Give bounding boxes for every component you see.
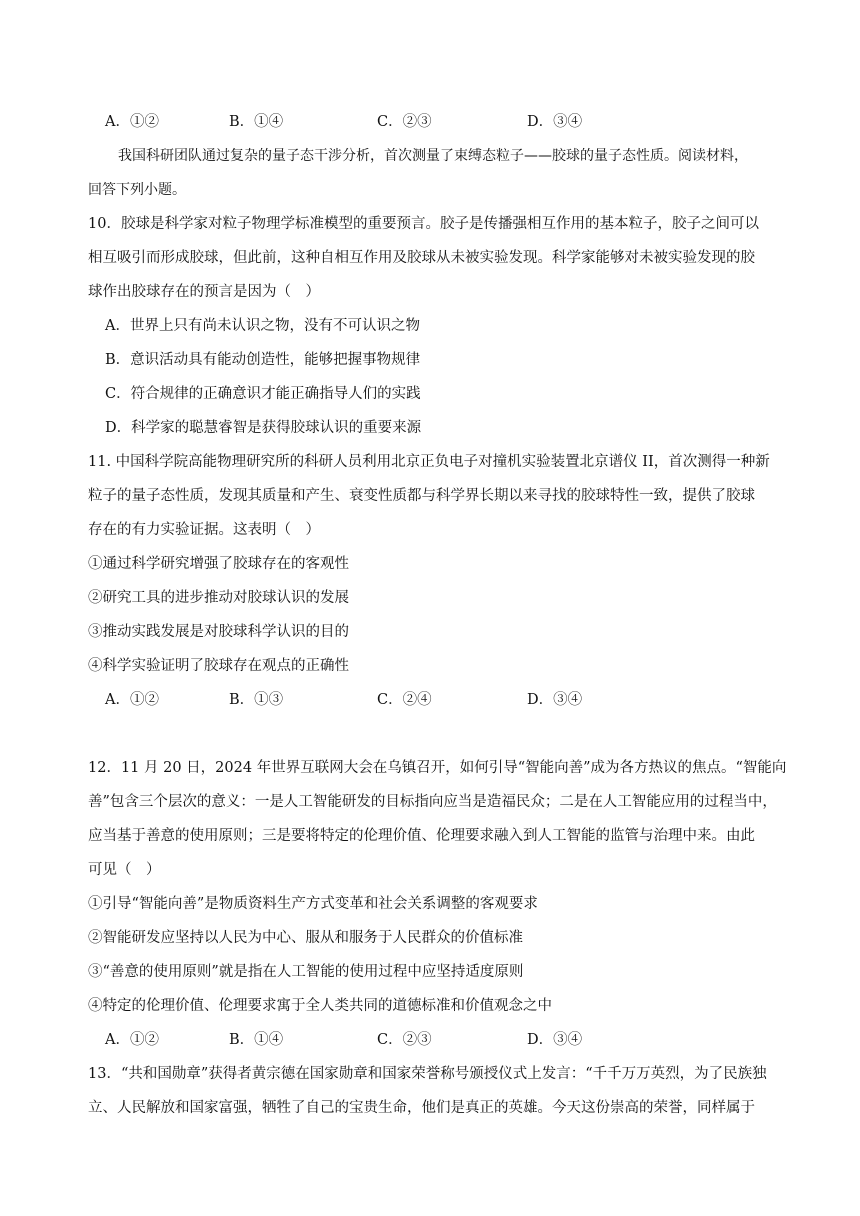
material-intro-line-2: 回答下列小题。	[88, 182, 186, 198]
q12-statement-4: ④特定的伦理价值、伦理要求寓于全人类共同的道德标准和价值观念之中	[88, 998, 552, 1014]
q12-stem-line-3: 应当基于善意的使用原则；三是要将特定的伦理价值、伦理要求融入到人工智能的监管与治理中来。由此	[88, 828, 755, 844]
q12-stem-line-2: 善”包含三个层次的意义：一是人工智能研发的目标指向应当是造福民众；二是在人工智能应用的过程当中，	[88, 794, 777, 810]
q10-stem-line-3: 球作出胶球存在的预言是因为（ ）	[88, 284, 320, 300]
q12-option-b: B．①④	[229, 1032, 284, 1048]
q12-option-a: A．①②	[105, 1032, 159, 1048]
q11-stem-line-2: 粒子的量子态性质，发现其质量和产生、衰变性质都与科学界长期以来寻找的胶球特性一致，提供了胶球	[88, 488, 755, 504]
q11-statement-2: ②研究工具的进步推动对胶球认识的发展	[88, 590, 349, 606]
q9-option-a: A．①②	[105, 114, 159, 130]
q12-statement-2: ②智能研发应坚持以人民为中心、服从和服务于人民群众的价值标准	[88, 930, 523, 946]
q11-option-c: C．②④	[377, 692, 432, 708]
q11-statement-4: ④科学实验证明了胶球存在观点的正确性	[88, 658, 349, 674]
q11-statement-3: ③推动实践发展是对胶球科学认识的目的	[88, 624, 349, 640]
q13-stem-line-1: 13．“共和国勋章”获得者黄宗德在国家勋章和国家荣誉称号颁授仪式上发言：“千千万万英烈，为了民族独	[88, 1066, 767, 1082]
q11-option-a: A．①②	[105, 692, 159, 708]
q9-option-d: D．③④	[527, 114, 583, 130]
q12-statement-1: ①引导“智能向善”是物质资料生产方式变革和社会关系调整的客观要求	[88, 896, 538, 912]
q11-statement-1: ①通过科学研究增强了胶球存在的客观性	[88, 556, 349, 572]
q10-option-c: C．符合规律的正确意识才能正确指导人们的实践	[105, 386, 421, 402]
q11-option-b: B．①③	[229, 692, 284, 708]
q11-option-d: D．③④	[527, 692, 583, 708]
q11-stem-line-1: 11. 中国科学院高能物理研究所的科研人员利用北京正负电子对撞机实验装置北京谱仪 II，首次测得一种新	[88, 454, 770, 470]
q9-option-b: B．①④	[229, 114, 284, 130]
q12-statement-3: ③“善意的使用原则”就是指在人工智能的使用过程中应坚持适度原则	[88, 964, 524, 980]
q12-option-c: C．②③	[377, 1032, 432, 1048]
q12-option-d: D．③④	[527, 1032, 583, 1048]
q10-stem-line-1: 10．胶球是科学家对粒子物理学标准模型的重要预言。胶子是传播强相互作用的基本粒子，胶子之间可以	[88, 216, 759, 232]
q9-option-c: C．②③	[377, 114, 432, 130]
q12-stem-line-4: 可见（ ）	[88, 862, 161, 878]
q11-stem-line-3: 存在的有力实验证据。这表明（ ）	[88, 522, 320, 538]
q10-stem-line-2: 相互吸引而形成胶球，但此前，这种自相互作用及胶球从未被实验发现。科学家能够对未被实验发现的胶	[88, 250, 755, 266]
q13-stem-line-2: 立、人民解放和国家富强，牺牲了自己的宝贵生命，他们是真正的英雄。今天这份崇高的荣誉，同样属于	[88, 1100, 755, 1116]
q12-stem-line-1: 12．11 月 20 日，2024 年世界互联网大会在乌镇召开，如何引导“智能向善”成为各方热议的焦点。“智能向	[88, 760, 787, 776]
q10-option-b: B．意识活动具有能动创造性，能够把握事物规律	[105, 352, 421, 368]
material-intro-line-1: 我国科研团队通过复杂的量子态干涉分析，首次测量了束缚态粒子——胶球的量子态性质。阅读材料，	[118, 148, 748, 164]
q10-option-d: D．科学家的聪慧睿智是获得胶球认识的重要来源	[105, 420, 422, 436]
q10-option-a: A．世界上只有尚未认识之物，没有不可认识之物	[105, 318, 420, 334]
